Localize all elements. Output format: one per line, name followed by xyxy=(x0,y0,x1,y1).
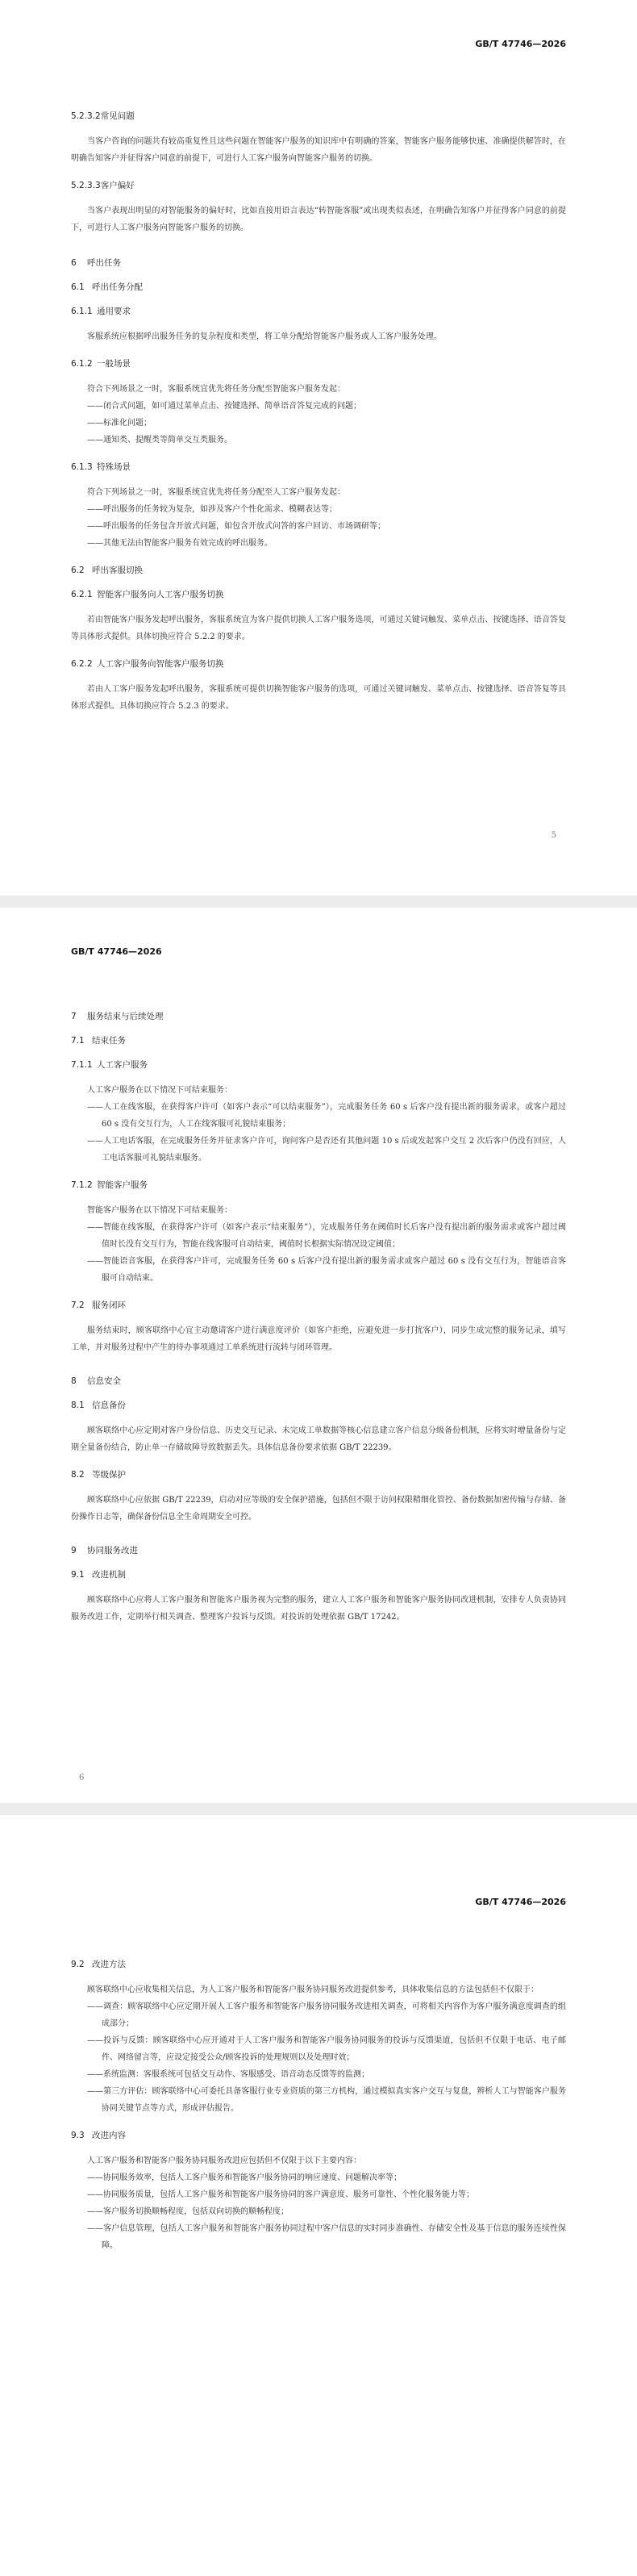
section-number: 7.1.1 xyxy=(71,1060,93,1070)
list-item: ——呼出服务的任务较为复杂，如涉及客户个性化需求、模糊表达等； xyxy=(87,505,337,514)
section-number: 8.2 xyxy=(71,1470,85,1480)
section-number: 7.2 xyxy=(71,1301,85,1310)
section-title: 协同服务改进 xyxy=(87,1546,138,1555)
section-number: 6.1.2 xyxy=(71,359,93,369)
list-item: ——人工在线客服，在获得客户许可（如客户表示“可以结束服务”），完成服务任务 60 s 后客户没有提出新的服务需求，或客户超过 60 s 没有交互行为，人工在线客服可礼貌结束服务； xyxy=(87,1103,566,1129)
list-item: ——通知类、提醒类等简单交互类服务。 xyxy=(87,436,232,445)
list-block xyxy=(71,1981,566,2117)
list-item: ——智能语音客服，在获得客户许可，完成服务任务 60 s 后客户没有提出新的服务需求或客户超过 60 s 没有交互行为，智能语音客服可自动结束。 xyxy=(87,1257,566,1283)
paragraph: 服务结束时，顾客联络中心宜主动邀请客户进行满意度评价（如客户拒绝，应避免进一步打扰客户），同步生成完整的服务记录，填写工单，并对服务过程中产生的待办事项通过工单系统进行流转与闭环管理。 xyxy=(71,1326,566,1352)
section-heading xyxy=(71,357,566,371)
list-block xyxy=(71,1202,566,1287)
section-title: 改进内容 xyxy=(92,2131,126,2140)
section-title: 常见问题 xyxy=(100,111,135,121)
page-number: 5 xyxy=(551,831,556,840)
section-title: 服务结束与后续处理 xyxy=(87,1012,164,1021)
paragraph: 符合下列场景之一时，客服系统宜优先将任务分配至人工客户服务发起： xyxy=(87,488,345,497)
list-item: ——闭合式问题，如可通过菜单点击、按键选择、简单语音答复完成的问题； xyxy=(87,402,361,411)
section-number: 6.2.1 xyxy=(71,590,93,599)
chapter-heading xyxy=(71,256,566,270)
section-number: 8.1 xyxy=(71,1401,85,1410)
list-item: ——协同服务效率，包括人工客户服务和智能客户服务协同的响应速度、问题解决率等； xyxy=(87,2173,402,2182)
paragraph: 顾客联络中心应依据 GB/T 22239，启动对应等级的安全保护措施，包括但不限于访问权限精细化管控、备份数据加密传输与存储、备份操作日志等，确保备份信息全生命周期安全可控。 xyxy=(71,1496,566,1522)
section-heading xyxy=(71,587,566,602)
section-title: 智能客户服务 xyxy=(97,1180,148,1190)
document-page-3 xyxy=(0,1815,637,2576)
list-item: ——人工电话客服，在完成服务任务并征求客户许可，询问客户是否还有其他问题 10 s 后或发起客户交互 2 次后客户仍没有回应，人工电话客服可礼貌结束服务。 xyxy=(87,1137,566,1163)
section-title: 信息备份 xyxy=(92,1401,126,1410)
section-number: 5.2.3.2 xyxy=(71,111,101,121)
list-block xyxy=(71,484,566,552)
section-title: 客户偏好 xyxy=(100,181,135,190)
section-number: 9 xyxy=(71,1546,77,1555)
page-number: 6 xyxy=(79,1773,85,1782)
section-heading xyxy=(71,304,566,319)
paragraph: 智能客户服务在以下情况下可结束服务： xyxy=(87,1206,232,1215)
section-title: 呼出任务 xyxy=(87,258,121,268)
section-heading xyxy=(71,563,566,578)
section-number: 9.1 xyxy=(71,1570,85,1580)
page-gap xyxy=(0,1803,637,1815)
section-number: 5.2.3.3 xyxy=(71,181,101,190)
list-item: ——第三方评估：顾客联络中心可委托具备客服行业专业资质的第三方机构，通过模拟真实客户交互与复盘，辨析人工与智能客户服务协同关键节点等方式，形成评估报告。 xyxy=(87,2087,566,2113)
section-heading xyxy=(71,2128,566,2143)
section-heading xyxy=(71,280,566,294)
section-title: 改进机制 xyxy=(92,1570,126,1580)
paragraph: 当客户咨询的问题共有较高重复性且这些问题在智能客户服务的知识库中有明确的答案，智能客户服务能够快速、准确提供解答时，在明确告知客户并征得客户同意的前提下，可进行人工客户服务向智能客户服务的切换。 xyxy=(71,137,566,163)
list-item: ——呼出服务的任务包含开放式问题，如包含开放式问答的客户回访、市场调研等； xyxy=(87,522,385,531)
section-title: 改进方法 xyxy=(92,1960,126,1969)
section-title: 结束任务 xyxy=(92,1036,126,1046)
section-title: 一般场景 xyxy=(97,359,131,369)
document-page-1 xyxy=(0,0,637,896)
section-title: 特殊场景 xyxy=(97,462,131,472)
section-heading xyxy=(71,1058,566,1072)
section-title: 等级保护 xyxy=(92,1470,126,1480)
section-number: 6.1 xyxy=(71,282,85,292)
section-title: 服务闭环 xyxy=(92,1301,126,1310)
page-gap xyxy=(0,896,637,908)
paragraph: 顾客联络中心应收集相关信息，为人工客户服务和智能客户服务协同服务改进提供参考，具体收集信息的方法包括但不仅限于： xyxy=(87,1985,539,1994)
section-number: 7 xyxy=(71,1012,77,1021)
list-item: ——调查：顾客联络中心应定期开展人工客户服务和智能客户服务协同服务改进相关调查，可将相关内容作为客户服务满意度调查的组成部分； xyxy=(87,2002,566,2028)
page-header: GB/T 47746—2026 xyxy=(71,946,162,957)
list-item: ——系统监测：客服系统可包括交互动作、客服感受、语音动态反馈等的监测； xyxy=(87,2070,369,2079)
paragraph: 客服系统应根据呼出服务任务的复杂程度和类型，将工单分配给智能客户服务或人工客户服务处理。 xyxy=(87,332,442,341)
paragraph: 符合下列场景之一时，客服系统宜优先将任务分配至智能客户服务发起： xyxy=(87,385,345,394)
section-heading xyxy=(71,1298,566,1313)
section-heading xyxy=(71,1568,566,1582)
paragraph: 人工客户服务和智能客户服务协同服务改进应包括但不仅限于以下主要内容： xyxy=(87,2156,361,2165)
paragraph: 顾客联络中心应将人工客户服务和智能客户服务视为完整的服务，建立人工客户服务和智能客户服务协同改进机制，安排专人负责协同服务改进工作，定期举行相关调查、整理客户投诉与反馈。对投诉的处理依据 GB/T 17242。 xyxy=(71,1596,566,1622)
paragraph: 若由智能客户服务发起呼出服务，客服系统宜为客户提供切换人工客户服务选项，可通过关键词触发、菜单点击、按键选择、语音答复等具体形式提供。具体切换应符合 5.2.2 的要求。 xyxy=(71,616,566,641)
list-item: ——智能在线客服，在获得客户许可（如客户表示“结束服务”），完成服务任务在阈值时长后客户没有提出新的服务需求或客户超过阈值时长没有交互行为，智能在线客服可自动结束，阈值时长根据实际情况设定阈值； xyxy=(87,1223,566,1249)
section-title: 智能客户服务向人工客户服务切换 xyxy=(97,590,224,599)
paragraph: 顾客联络中心应定期对客户身份信息、历史交互记录、未完成工单数据等核心信息建立客户信息分级备份机制，应将实时增量备份与定期全量备份结合，防止单一存储故障导致数据丢失。具体信息备份要求依据 GB/T 22239。 xyxy=(71,1426,566,1452)
list-item: ——客户信息管理，包括人工客户服务和智能客户服务协同过程中客户信息的实时同步准确性、存储安全性及基于信息的服务连续性保障。 xyxy=(87,2224,566,2250)
list-item: ——投诉与反馈：顾客联络中心应开通对于人工客户服务和智能客户服务协同服务的投诉与反馈渠道，包括但不仅限于电话、电子邮件、网络留言等，应设定接受公众/顾客投诉的处理规则以及处理时效； xyxy=(87,2036,566,2062)
section-heading xyxy=(71,1033,566,1048)
page-header: GB/T 47746—2026 xyxy=(475,39,566,49)
section-number: 7.1.2 xyxy=(71,1180,93,1190)
chapter-heading xyxy=(71,1543,566,1558)
chapter-heading xyxy=(71,1009,566,1024)
section-number: 6.1.1 xyxy=(71,307,93,316)
section-title: 人工客户服务向智能客户服务切换 xyxy=(97,659,224,669)
section-heading xyxy=(71,1178,566,1192)
section-number: 6.1.3 xyxy=(71,462,93,472)
list-block xyxy=(71,381,566,449)
chapter-heading xyxy=(71,1374,566,1388)
section-heading xyxy=(71,460,566,474)
section-title: 信息安全 xyxy=(87,1376,121,1386)
section-heading xyxy=(71,1468,566,1482)
section-heading xyxy=(71,1398,566,1413)
list-item: ——协同服务质量，包括人工客户服务和智能客户服务协同的客户满意度、服务可靠性、个性化服务能力等； xyxy=(87,2190,474,2199)
paragraph: 人工客户服务在以下情况下可结束服务： xyxy=(87,1086,232,1095)
section-number: 9.3 xyxy=(71,2131,85,2140)
section-heading xyxy=(71,1957,566,1972)
section-title: 人工客户服务 xyxy=(97,1060,148,1070)
list-item: ——客户服务切换顺畅程度，包括双向切换的顺畅程度； xyxy=(87,2207,289,2216)
paragraph: 当客户表现出明显的对智能服务的偏好时，比如直接用语言表达“转智能客服”或出现类似表述，在明确告知客户并征得客户同意的前提下，可进行人工客户服务向智能客户服务的切换。 xyxy=(71,207,566,232)
list-item: ——其他无法由智能客户服务有效完成的呼出服务。 xyxy=(87,539,273,548)
page-header: GB/T 47746—2026 xyxy=(475,1897,566,1907)
document-page-2 xyxy=(0,908,637,1803)
section-number: 9.2 xyxy=(71,1960,85,1969)
section-number: 8 xyxy=(71,1376,77,1386)
section-number: 6 xyxy=(71,258,77,268)
section-heading xyxy=(71,109,566,123)
section-number: 6.2 xyxy=(71,566,85,575)
section-number: 7.1 xyxy=(71,1036,85,1046)
list-item: ——标准化问题； xyxy=(87,419,152,428)
section-heading xyxy=(71,657,566,671)
list-block xyxy=(71,1082,566,1167)
section-title: 通用要求 xyxy=(97,307,131,316)
section-title: 呼出客服切换 xyxy=(92,566,143,575)
list-block xyxy=(71,2152,566,2254)
section-title: 呼出任务分配 xyxy=(92,282,143,292)
section-heading xyxy=(71,178,566,193)
section-number: 6.2.2 xyxy=(71,659,93,669)
paragraph: 若由人工客户服务发起呼出服务，客服系统可提供切换智能客户服务的选项，可通过关键词触发、菜单点击、按键选择、语音答复等具体形式提供。具体切换应符合 5.2.3 的要求。 xyxy=(71,685,566,711)
